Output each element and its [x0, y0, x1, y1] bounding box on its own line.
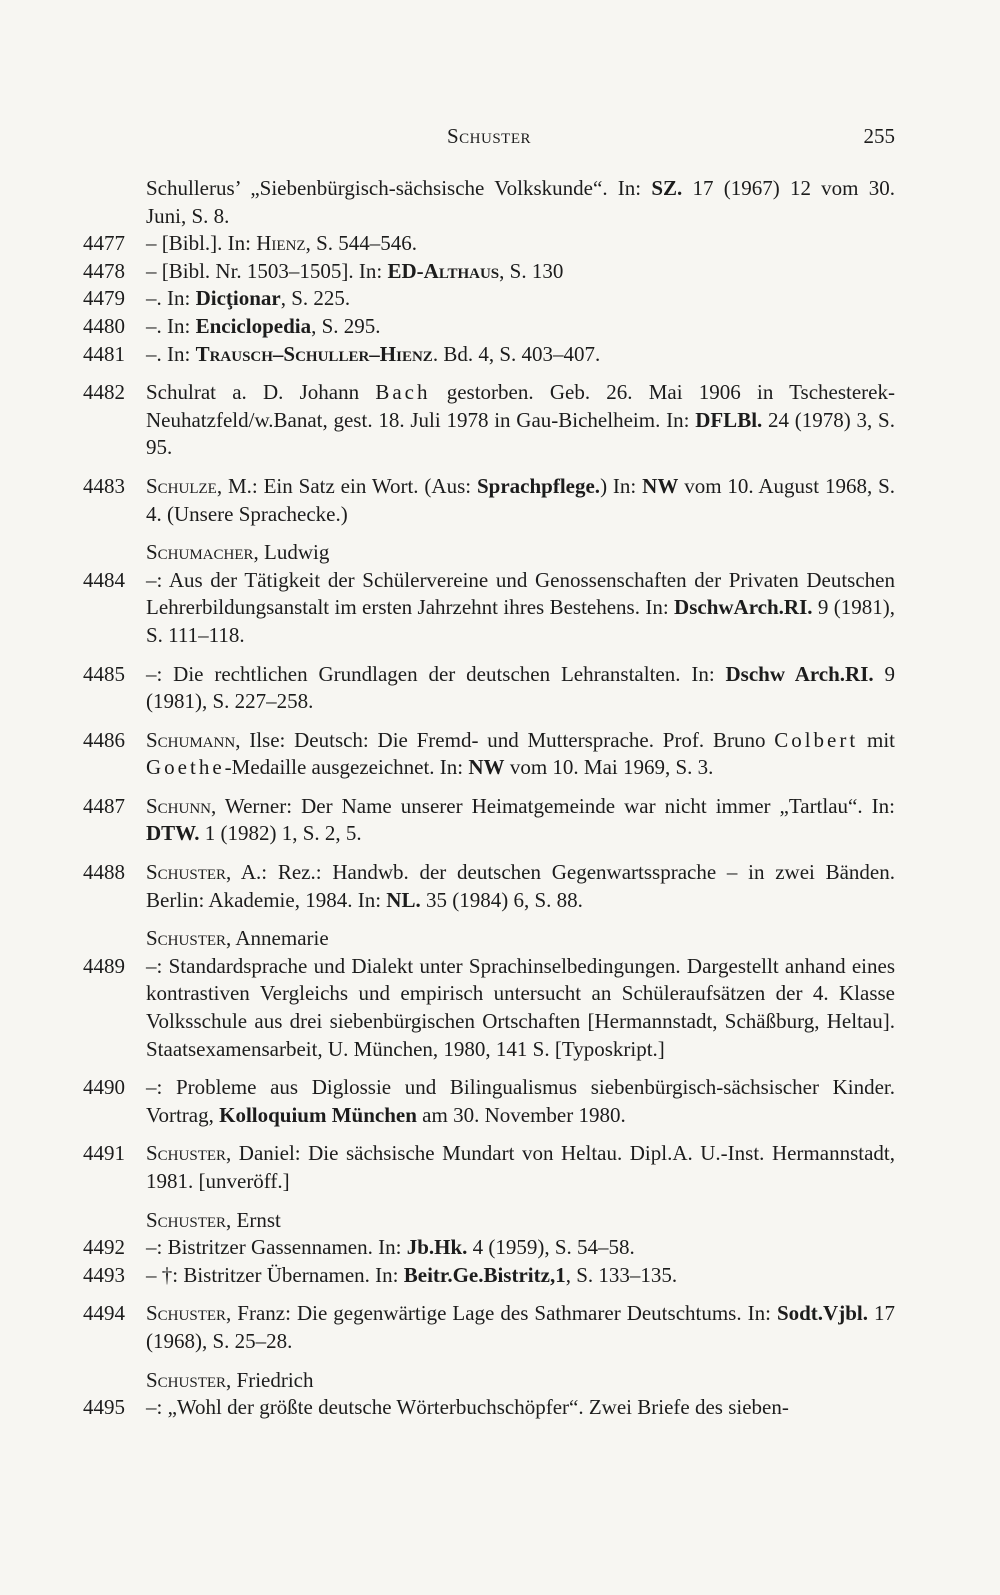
entry-text-part: vom 10. Mai 1969, S. 3. [504, 755, 714, 780]
entry-number: 4477 [83, 231, 125, 256]
entry-text-part: Colbert [774, 727, 859, 752]
bibliography-entry [83, 793, 895, 848]
entry-text-part: Sodt.Vjbl. [776, 1301, 868, 1326]
entry-text-part: –: Standardsprache und Dialekt unter Sprachinselbedingungen. Dargestellt anhand eines kontrastiven Vergleichs und empirisch untersucht an Schüleraufsätzen der 4. Klasse Volksschule aus drei siebenbürgischen Ortschaften [Hermannstadt, Schäßburg, Heltau]. Staatsexamensarbeit, U. München, 1980, 141 S. [Typoskript.] [146, 953, 895, 1061]
entry-number: 4485 [83, 661, 125, 686]
author-heading [83, 1207, 895, 1235]
entry-text-part: 17 (1967) 12 vom 30. Juni, S. 8. [146, 176, 895, 228]
entry-text-part: , Annemarie [226, 926, 329, 951]
entry-number: 4479 [83, 286, 125, 311]
bibliography-entry [83, 285, 895, 313]
entry-text-part: –. In: [146, 313, 196, 338]
bibliography-entry [83, 1262, 895, 1290]
entry-number: 4489 [83, 953, 125, 978]
entry-text-part: Jb.Hk. [406, 1235, 468, 1260]
entry-text-part: , S. 130 [499, 258, 564, 283]
bibliography-entry [83, 379, 895, 462]
entry-number: 4487 [83, 793, 125, 818]
entry-text-part: – [Bibl. Nr. 1503–1505]. In: [146, 258, 388, 283]
entry-text-part: Goethe [146, 755, 225, 780]
entry-text-part: , S. 544–546. [305, 231, 418, 256]
bibliography-entry [83, 341, 895, 369]
entry-number: 4481 [83, 341, 125, 366]
entry-number: 4494 [83, 1301, 125, 1326]
entry-number: 4491 [83, 1141, 125, 1166]
entry-text-part: NW [642, 473, 679, 498]
author-heading [83, 925, 895, 953]
entry-text-part: – [Bibl.]. In: [146, 231, 257, 256]
bibliography-entry [83, 230, 895, 258]
entry-text-part: -Medaille ausgezeichnet. In: [224, 755, 469, 780]
entry-text-part: gestorben. Geb. 26. Mai 1906 in Tschesterek-Neuhatzfeld/w.Banat, gest. 18. Juli 1978 in Gau-Bichelheim. In: [146, 380, 895, 432]
entry-text-part: Schuster [146, 926, 227, 951]
entry-number: 4483 [83, 473, 125, 498]
entry-text-part: 9 (1981), S. 227–258. [146, 661, 895, 714]
entry-text-part: Schuster [146, 1301, 227, 1326]
entry-number: 4478 [83, 258, 125, 283]
entry-text-part: vom 10. August 1968, S. 4. (Unsere Sprachecke.) [146, 473, 896, 526]
bibliography-entry [83, 175, 895, 230]
entry-text-part: –: Die rechtlichen Grundlagen der deutschen Lehranstalten. In: [146, 661, 726, 686]
entry-text-part: , S. 133–135. [565, 1262, 678, 1287]
entry-text-part: –: „Wohl der größte deutsche Wörterbuchschöpfer“. Zwei Briefe des sieben- [146, 1395, 789, 1420]
entry-text-part: NW [468, 755, 505, 780]
entry-text-part: , A.: Rez.: Handwb. der deutschen Gegenwartssprache – in zwei Bänden. Berlin: Akademie, 1984. In: [146, 860, 895, 912]
entry-text-part: Schuster [146, 860, 227, 885]
bibliography-entry [83, 1300, 895, 1355]
entry-text-part: Dschw Arch.RI. [725, 661, 874, 686]
entry-text-part: Schulrat a. D. Johann [146, 380, 376, 405]
entry-text-part: , M.: Ein Satz ein Wort. (Aus: [216, 473, 477, 498]
entry-text-part: ED- [387, 258, 424, 283]
entry-text-part: ) In: [600, 473, 643, 498]
entry-number: 4482 [83, 380, 125, 405]
entry-text-part: Schuster [146, 1367, 227, 1392]
entry-text-part: – †: Bistritzer Übernamen. In: [146, 1262, 404, 1287]
entry-text-part: Schumacher [146, 540, 254, 565]
entry-text-part: Trausch–Schuller–Hienz [195, 341, 433, 366]
entry-number: 4493 [83, 1262, 125, 1287]
entry-text-part: SZ. [651, 176, 683, 200]
entry-text-part: –. In: [146, 286, 196, 311]
bibliography-entry [83, 1394, 895, 1422]
entry-text-part: Schunn [146, 793, 212, 818]
entry-text-part: –: Aus der Tätigkeit der Schülervereine und Genossenschaften der Privaten Deutschen Lehrerbildungsanstalt im ersten Jahrzehnt ihres Bestehens. In: [146, 567, 895, 620]
bibliography-entry [83, 313, 895, 341]
bibliography-entry [83, 1074, 895, 1129]
entry-number: 4492 [83, 1235, 125, 1260]
entry-number: 4495 [83, 1395, 125, 1420]
entry-text-part: Bach [375, 380, 431, 405]
entry-text-part: –: Bistritzer Gassennamen. In: [146, 1235, 407, 1260]
entry-text-part: , Ernst [226, 1207, 281, 1232]
bibliography-entry [83, 727, 895, 782]
bibliography-entry [83, 258, 895, 286]
entry-text-part: , Franz: Die gegenwärtige Lage des Sathmarer Deutschtums. In: [226, 1301, 777, 1326]
entry-number: 4486 [83, 727, 125, 752]
entry-text-part: Schumann [146, 727, 236, 752]
entry-text-part: Hienz [256, 231, 306, 256]
entry-number: 4490 [83, 1075, 125, 1100]
entry-number: 4488 [83, 860, 125, 885]
entry-text-part: , S. 225. [280, 286, 351, 311]
entry-text-part: mit [858, 727, 895, 752]
entry-text-part: Schullerus’ „Siebenbürgisch-sächsische Volkskunde“. In: [146, 176, 652, 200]
entry-text-part: Enciclopedia [195, 313, 312, 338]
entry-text-part: DTW. [146, 821, 200, 846]
entry-text-part: , Werner: Der Name unserer Heimatgemeinde war nicht immer „Tartlau“. In: [211, 793, 895, 818]
author-heading [83, 539, 895, 567]
entry-text-part: . Bd. 4, S. 403–407. [432, 341, 601, 366]
entry-text-part: Sprachpflege. [476, 473, 601, 498]
entry-text-part: NL. [386, 887, 421, 912]
bibliography-entry [83, 1234, 895, 1262]
entry-text-part: –. In: [146, 341, 196, 366]
entry-text-part: 35 (1984) 6, S. 88. [420, 887, 583, 912]
bibliography-entry [83, 859, 895, 914]
bibliography-entry [83, 473, 895, 528]
entry-text-part: , Daniel: Die sächsische Mundart von Heltau. Dipl.A. U.-Inst. Hermannstadt, 1981. [unveröff.] [146, 1141, 895, 1193]
entry-text-part: Schuster [146, 1207, 227, 1232]
entry-text-part: Dicţionar [195, 286, 281, 311]
entry-text-part: , Ludwig [253, 540, 330, 565]
entry-text-part: , Friedrich [226, 1367, 314, 1392]
entry-text-part: 24 (1978) 3, S. 95. [146, 407, 895, 460]
entry-text-part: 9 (1981), S. 111–118. [146, 595, 895, 647]
entry-text-part: am 30. November 1980. [416, 1102, 626, 1127]
entry-text-part: –: Probleme aus Diglossie und Bilingualismus siebenbürgisch-sächsischer Kinder. Vortrag, [146, 1075, 895, 1127]
bibliography-entry [83, 1140, 895, 1195]
entry-text-part: 17 (1968), S. 25–28. [146, 1301, 895, 1353]
page-number: 255 [863, 124, 895, 148]
entry-number: 4484 [83, 567, 125, 592]
author-heading [83, 1367, 895, 1395]
page-header [83, 124, 895, 156]
entry-text-part: Schulze [146, 473, 217, 498]
bibliography-entry [83, 661, 895, 716]
entry-text-part: 1 (1982) 1, S. 2, 5. [199, 821, 362, 846]
entry-text-part: DschwArch.RI. [674, 595, 813, 620]
entry-text-part: Althaus [423, 258, 500, 283]
entry-number: 4480 [83, 313, 125, 338]
entry-text-part: Kolloquium München [219, 1102, 417, 1127]
running-title: Schuster [446, 124, 532, 148]
entry-text-part: , Ilse: Deutsch: Die Fremd- und Muttersprache. Prof. Bruno [235, 727, 775, 752]
bibliography-list [83, 175, 895, 1422]
entry-text-part: 4 (1959), S. 54–58. [467, 1235, 635, 1260]
entry-text-part: DFLBl. [695, 407, 763, 432]
bibliography-entry [83, 953, 895, 1063]
entry-text-part: Beitr.Ge.Bistritz,1 [403, 1262, 566, 1287]
entry-text-part: , S. 295. [311, 313, 381, 338]
entry-text-part: Schuster [146, 1141, 227, 1166]
bibliography-entry [83, 567, 895, 650]
